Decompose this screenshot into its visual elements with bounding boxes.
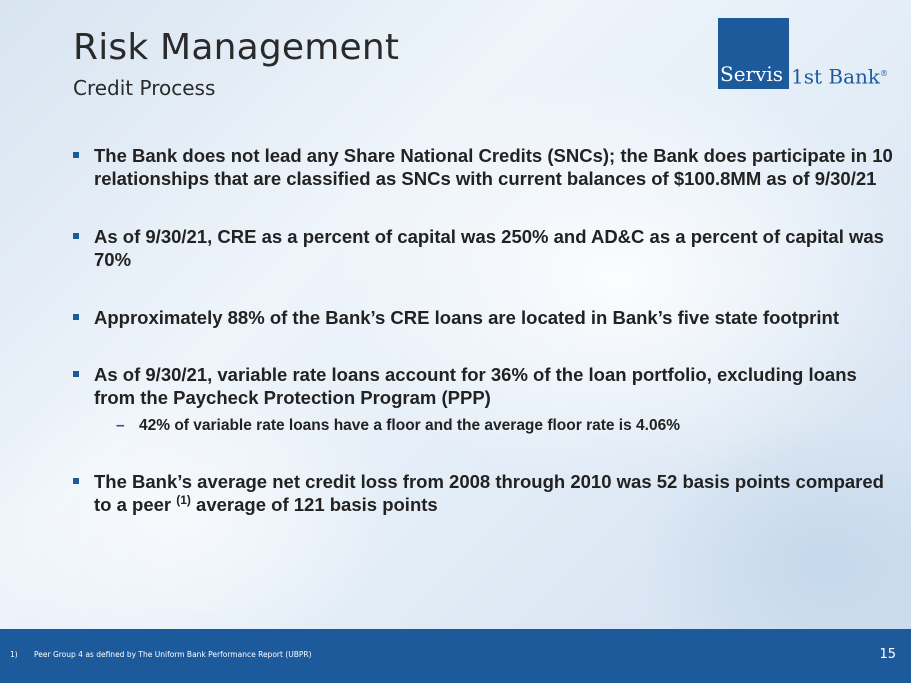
bullet-text-before: The Bank’s average net credit loss from 2008 through 2010 was 52 basis points compared to a peer [94,471,884,515]
sub-bullet-text: 42% of variable rate loans have a floor and the average floor rate is 4.06% [139,417,680,434]
bullet-text: The Bank does not lead any Share National Credits (SNCs); the Bank does participate in 10 relationships that are classified as SNCs with current balances of $100.8MM as of 9/30/21 [94,145,893,189]
bullet-item [72,225,902,271]
square-bullet-icon [73,152,79,158]
bank-logo [718,18,894,89]
bullet-list [72,144,902,516]
square-bullet-icon [73,233,79,239]
footer-bar [0,629,911,683]
bullet-item [72,470,902,516]
dash-bullet-icon: – [116,417,125,434]
bullet-item [72,306,902,329]
footnote-reference: (1) [176,492,191,507]
bullet-text-after: average of 121 basis points [190,494,438,515]
logo-text-1st-bank [791,62,888,89]
footnote [10,650,312,659]
bullet-text: As of 9/30/21, variable rate loans account for 36% of the loan portfolio, excluding loans from the Paycheck Protection Program (PPP) [94,364,857,408]
registered-mark: ® [880,69,889,78]
bullet-text: As of 9/30/21, CRE as a percent of capital was 250% and AD&C as a percent of capital was 70% [94,226,884,270]
page-title: Risk Management [73,27,400,68]
bullet-item [72,144,902,190]
square-bullet-icon [73,314,79,320]
page-number: 15 [879,647,896,662]
square-bullet-icon [73,371,79,377]
sub-bullet-item [94,416,902,436]
footnote-number: 1) [10,650,18,659]
page-subtitle: Credit Process [73,76,216,100]
logo-text-1st-bank-label: 1st Bank [791,64,881,89]
footnote-text: Peer Group 4 as defined by The Uniform Bank Performance Report (UBPR) [34,650,312,659]
logo-text-servis: Servis [720,62,784,86]
square-bullet-icon [73,478,79,484]
bullet-text: Approximately 88% of the Bank’s CRE loans are located in Bank’s five state footprint [94,307,839,328]
bullet-item [72,363,902,436]
